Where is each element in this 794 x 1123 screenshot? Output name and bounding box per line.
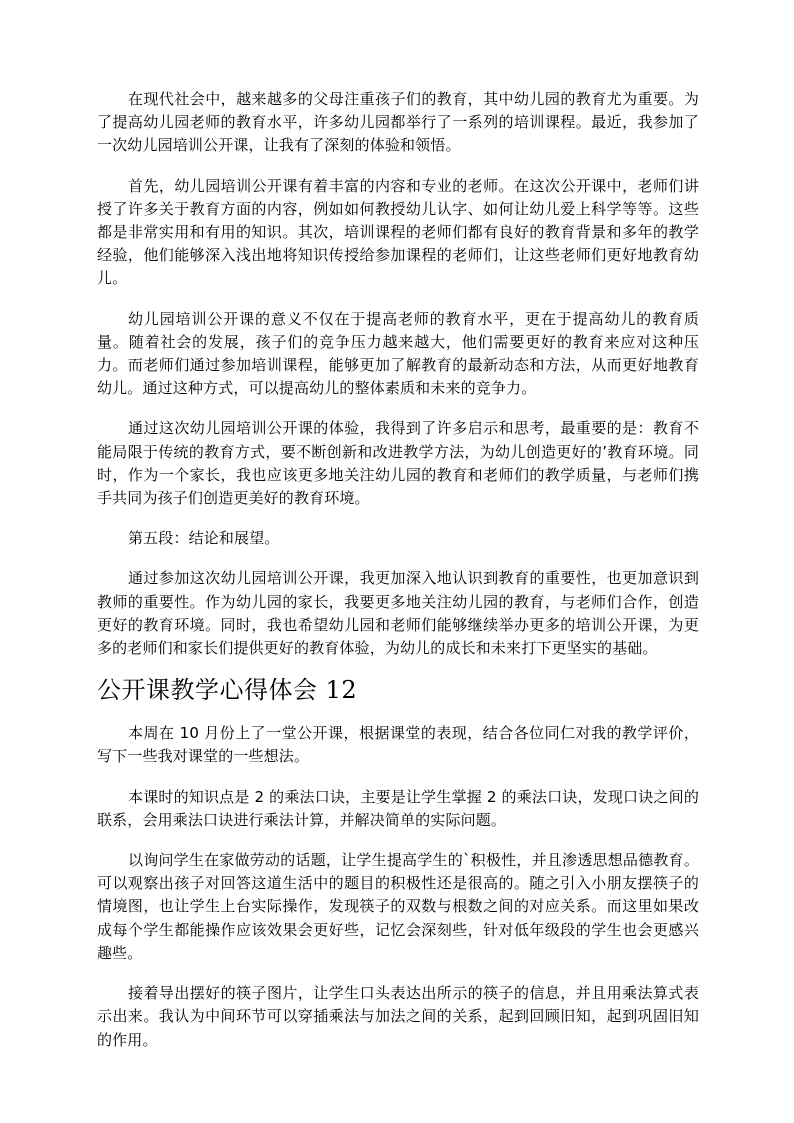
- paragraph: 首先，幼儿园培训公开课有着丰富的内容和专业的老师。在这次公开课中，老师们讲授了许多关于教育方面的内容，例如如何教授幼儿认字、如何让幼儿爱上科学等等。这些都是非常实用和有用的知识。其次，培训课程的老师们都有良好的教育背景和多年的教学经验，他们能够深入浅出地将知识传授给参加课程的老师们，让这些老师们更好地教育幼儿。: [97, 176, 699, 288]
- paragraph: 本课时的知识点是 2 的乘法口诀，主要是让学生掌握 2 的乘法口诀，发现口诀之间的联系，会用乘法口诀进行乘法计算，并解决简单的实际问题。: [97, 787, 699, 829]
- document-page: [97, 88, 699, 1069]
- paragraph: 幼儿园培训公开课的意义不仅在于提高老师的教育水平，更在于提高幼儿的教育质量。随着社会的发展，孩子们的竞争压力越来越大，他们需要更好的教育来应对这种压力。而老师们通过参加培训课程，能够更加了解教育的最新动态和方法，从而更好地教育幼儿。通过这种方式，可以提高幼儿的整体素质和未来的竞争力。: [97, 309, 699, 398]
- section-title: 公开课教学心得体会 12: [97, 676, 358, 705]
- paragraph: 第五段：结论和展望。: [128, 529, 280, 548]
- paragraph: 本周在 10 月份上了一堂公开课，根据课堂的表现，结合各位同仁对我的教学评价，写下一些我对课堂的一些想法。: [97, 724, 699, 766]
- paragraph: 接着导出摆好的筷子图片，让学生口头表达出所示的筷子的信息，并且用乘法算式表示出来。我认为中间环节可以穿插乘法与加法之间的关系，起到回顾旧知，起到巩固旧知的作用。: [97, 984, 699, 1049]
- paragraph: 以询问学生在家做劳动的话题，让学生提高学生的`积极性，并且渗透思想品德教育。可以观察出孩子对回答这道生活中的题目的积极性还是很高的。随之引入小朋友摆筷子的情境图，也让学生上台实际操作，发现筷子的双数与根数之间的对应关系。而这里如果改成每个学生都能操作应该效果会更好些，记忆会深刻些，针对低年级段的学生也会更感兴趣些。: [97, 851, 699, 962]
- paragraph: 通过这次幼儿园培训公开课的体验，我得到了许多启示和思考，最重要的是：教育不能局限于传统的教育方式，要不断创新和改进教学方法，为幼儿创造更好的’教育环境。同时，作为一个家长，我也应该更多地关注幼儿园的教育和老师们的教学质量，与老师们携手共同为孩子们创造更美好的教育环境。: [97, 419, 699, 508]
- paragraph: 在现代社会中，越来越多的父母注重孩子们的教育，其中幼儿园的教育尤为重要。为了提高幼儿园老师的教育水平，许多幼儿园都举行了一系列的培训课程。最近，我参加了一次幼儿园培训公开课，让我有了深刻的体验和领悟。: [97, 90, 699, 155]
- paragraph: 通过参加这次幼儿园培训公开课，我更加深入地认识到教育的重要性，也更加意识到教师的重要性。作为幼儿园的家长，我要更多地关注幼儿园的教育，与老师们合作，创造更好的教育环境。同时，我也希望幼儿园和老师们能够继续举办更多的培训公开课，为更多的老师们和家长们提供更好的教育体验，为幼儿的成长和未来打下更坚实的基础。: [97, 569, 699, 658]
